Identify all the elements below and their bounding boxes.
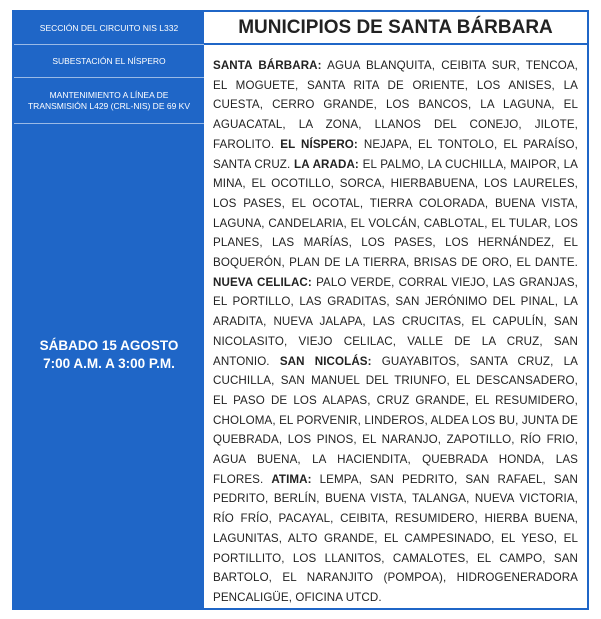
schedule-date: SÁBADO 15 AGOSTO [39, 338, 179, 353]
municipality-places: GUAYABITOS, SANTA CRUZ, LA CUCHILLA, SAN MANUEL DEL TRIUNFO, EL DESCANSADERO, EL PASO DE LOS ALAPAS, CRUZ GRANDE, EL RESUMIDERO, CHOLOMA, EL PORVENIR, LINDEROS, ALDEA LOS BU, JUNTA DE QUEBRADA, LOS PINOS, EL NARANJO, ZAPOTILLO, RÍO FRIO, AGUA BUENA, LA HACIENDITA, QUEBRADA HONDA, LAS FLORES. [213, 354, 578, 486]
municipality-name: EL NÍSPERO: [280, 137, 358, 151]
circuit-section: SECCIÓN DEL CIRCUITO NIS L332 [14, 12, 204, 45]
municipalities-panel [204, 12, 587, 608]
municipality-places: PALO VERDE, CORRAL VIEJO, LAS GRANJAS, EL PORTILLO, LAS GRADITAS, SAN JERÓNIMO DEL PINAL, LA ARADITA, NUEVA JALAPA, LAS CRUCITAS, EL CAPULÍN, SAN NICOLASITO, VIEJO CELILAC, VALLE DE LA CRUZ, SAN ANTONIO. [213, 275, 578, 368]
maintenance-description: MANTENIMIENTO A LÍNEA DE TRANSMISIÓN L429 (CRL-NIS) DE 69 KV [14, 78, 204, 124]
municipality-block [213, 355, 578, 486]
outage-notice [12, 10, 589, 610]
municipality-places: LEMPA, SAN PEDRITO, SAN RAFAEL, SAN PEDRITO, BERLÍN, BUENA VISTA, TALANGA, NUEVA VICTORIA, RÍO FRÍO, PACAYAL, CEIBITA, RESUMIDERO, HIERBA BUENA, LAGUNITAS, ALTO GRANDE, EL CAMPESINADO, EL YESO, EL PORTILLITO, LOS LLANITOS, CAMALOTES, EL CAMPO, SAN BARTOLO, EL NARANJITO (POMPOA), HIDROGENERADORA PENCALIGÜE, OFICINA UTCD. [213, 472, 578, 604]
municipality-name: ATIMA: [271, 472, 312, 486]
schedule-time: 7:00 A.M. A 3:00 P.M. [43, 355, 175, 371]
municipality-name: SANTA BÁRBARA: [213, 59, 322, 72]
municipality-block [213, 158, 578, 270]
affected-places-text [213, 56, 578, 608]
municipality-name: NUEVA CELILAC: [213, 275, 312, 289]
municipality-name: LA ARADA: [294, 157, 359, 171]
schedule-panel [14, 12, 204, 608]
substation-label: SUBESTACIÓN EL NÍSPERO [14, 45, 204, 78]
schedule-datetime [14, 337, 204, 372]
municipality-places: AGUA BLANQUITA, CEIBITA SUR, TENCOA, EL MOGUETE, SANTA RITA DE ORIENTE, LOS ANISES, LA CUESTA, CERRO GRANDE, LOS BANCOS, LA LAGUNA, EL AGUACATAL, LA ZONA, LLANOS DEL CONEJO, JILOTE, FAROLITO. [213, 59, 579, 151]
municipality-block [213, 473, 578, 604]
page-title: MUNICIPIOS DE SANTA BÁRBARA [204, 12, 587, 45]
municipality-places: EL PALMO, LA CUCHILLA, MAIPOR, LA MINA, EL OCOTILLO, SORCA, HIERBABUENA, LOS LAURELES, LOS PASES, EL OCOTAL, TIERRA COLORADA, BUENA VISTA, LAGUNA, CANDELARIA, EL VOLCÁN, CABLOTAL, EL TULAR, LOS PLANES, LAS MARÍAS, LOS PASES, LOS HERNÁNDEZ, EL BOQUERÓN, PLAN DE LA TIERRA, BRISAS DE ORO, EL DANTE. [213, 157, 578, 270]
municipality-places: NEJAPA, EL TONTOLO, EL PARAÍSO, SANTA CRUZ. [213, 137, 578, 171]
municipality-name: SAN NICOLÁS: [279, 354, 372, 368]
